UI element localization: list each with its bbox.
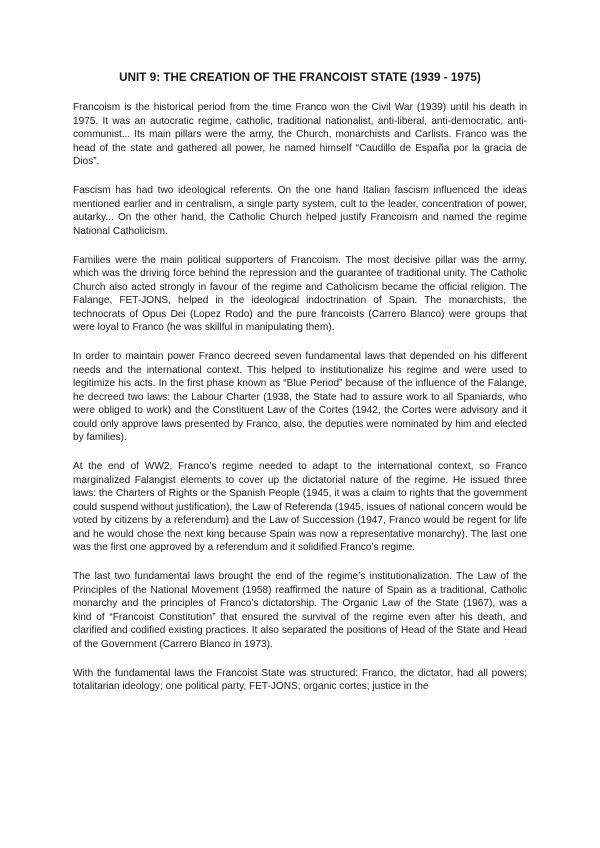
document-title: UNIT 9: THE CREATION OF THE FRANCOIST STATE (1939 - 1975) [119,71,481,84]
paragraph-intro: Francoism is the historical period from the time Franco won the Civil War (1939) until his death in 1975. It was an autocratic regime, catholic, traditional nationalist, anti-liberal, anti-democratic, anti-communist... Its main pillars were the army, the Church, monarchists and Carlists. Franco was the head of the state and gathered all power, he named himself “Caudillo de España por la gracia de Dios”. [73,102,527,167]
paragraph-post-ww2: At the end of WW2, Franco’s regime needed to adapt to the international context, so Franco marginalized Falangist elements to cover up the dictatorial nature of the regime. He issued three laws: the Charters of Rights or the Spanish People (1945, it was a claim to rights that the government could suspend without justification), the Law of Referenda (1945, issues of national concern would be voted by citizens by a referendum) and the Law of Succession (1947, Franco would be regent for life and he would chose the next king because Spain was now a representative monarchy). The last one was the first one approved by a referendum and it solidified Franco’s regime. [73,461,527,553]
paragraph-institutionalization: The last two fundamental laws brought the end of the regime’s institutionalization. The Law of the Principles of the National Movement (1958) reaffirmed the nature of Spain as a traditional, Catholic monarchy and the principles of Franco’s dictatorship. The Organic Law of the State (1967), was a kind of “Francoist Constitution” that ensured the survival of the regime even after his death, and clarified and codified existing practices. It also separated the positions of Head of the State and Head of the Government (Carrero Blanco in 1973). [73,571,527,650]
paragraph-families: Families were the main political supporters of Francoism. The most decisive pillar was the army, which was the driving force behind the repression and the guarantee of traditional unity. The Catholic Church also acted strongly in favour of the regime and Catholicism became the official religion. The Falange, FET-JONS, helped in the ideological indoctrination of Spain. The monarchists, the technocrats of Opus Dei (Lopez Rodo) and the pure francoists (Carrero Blanco) were groups that were loyal to Franco (he was skillful in manipulating them). [73,254,527,333]
paragraph-ideology: Fascism has had two ideological referents. On the one hand Italian fascism influenced the ideas mentioned earlier and in centralism, a single party system, cult to the leader, concentration of power, autarky... On the other hand, the Catholic Church helped justify Francoism and named the regime National Catholicism. [73,185,527,237]
paragraph-state-structure: With the fundamental laws the Francoist State was structured: Franco, the dictator, had all powers; totalitarian ideology; one political party, FET-JONS; organic cortes; justice in the [73,667,527,692]
paragraph-fundamental-laws: In order to maintain power Franco decreed seven fundamental laws that depended on his different needs and the international context. This helped to institutionalize his regime and were used to legitimize his acts. In the first phase known as “Blue Period” because of the influence of the Falange, he decreed two laws: the Labour Charter (1938, the State had to assure work to all Spaniards, who were obliged to work) and the Constituent Law of the Cortes (1942, the Cortes were advisory and it could only approve laws presented by Franco, also, the deputies were nominated by him and elected by families). [73,351,527,443]
